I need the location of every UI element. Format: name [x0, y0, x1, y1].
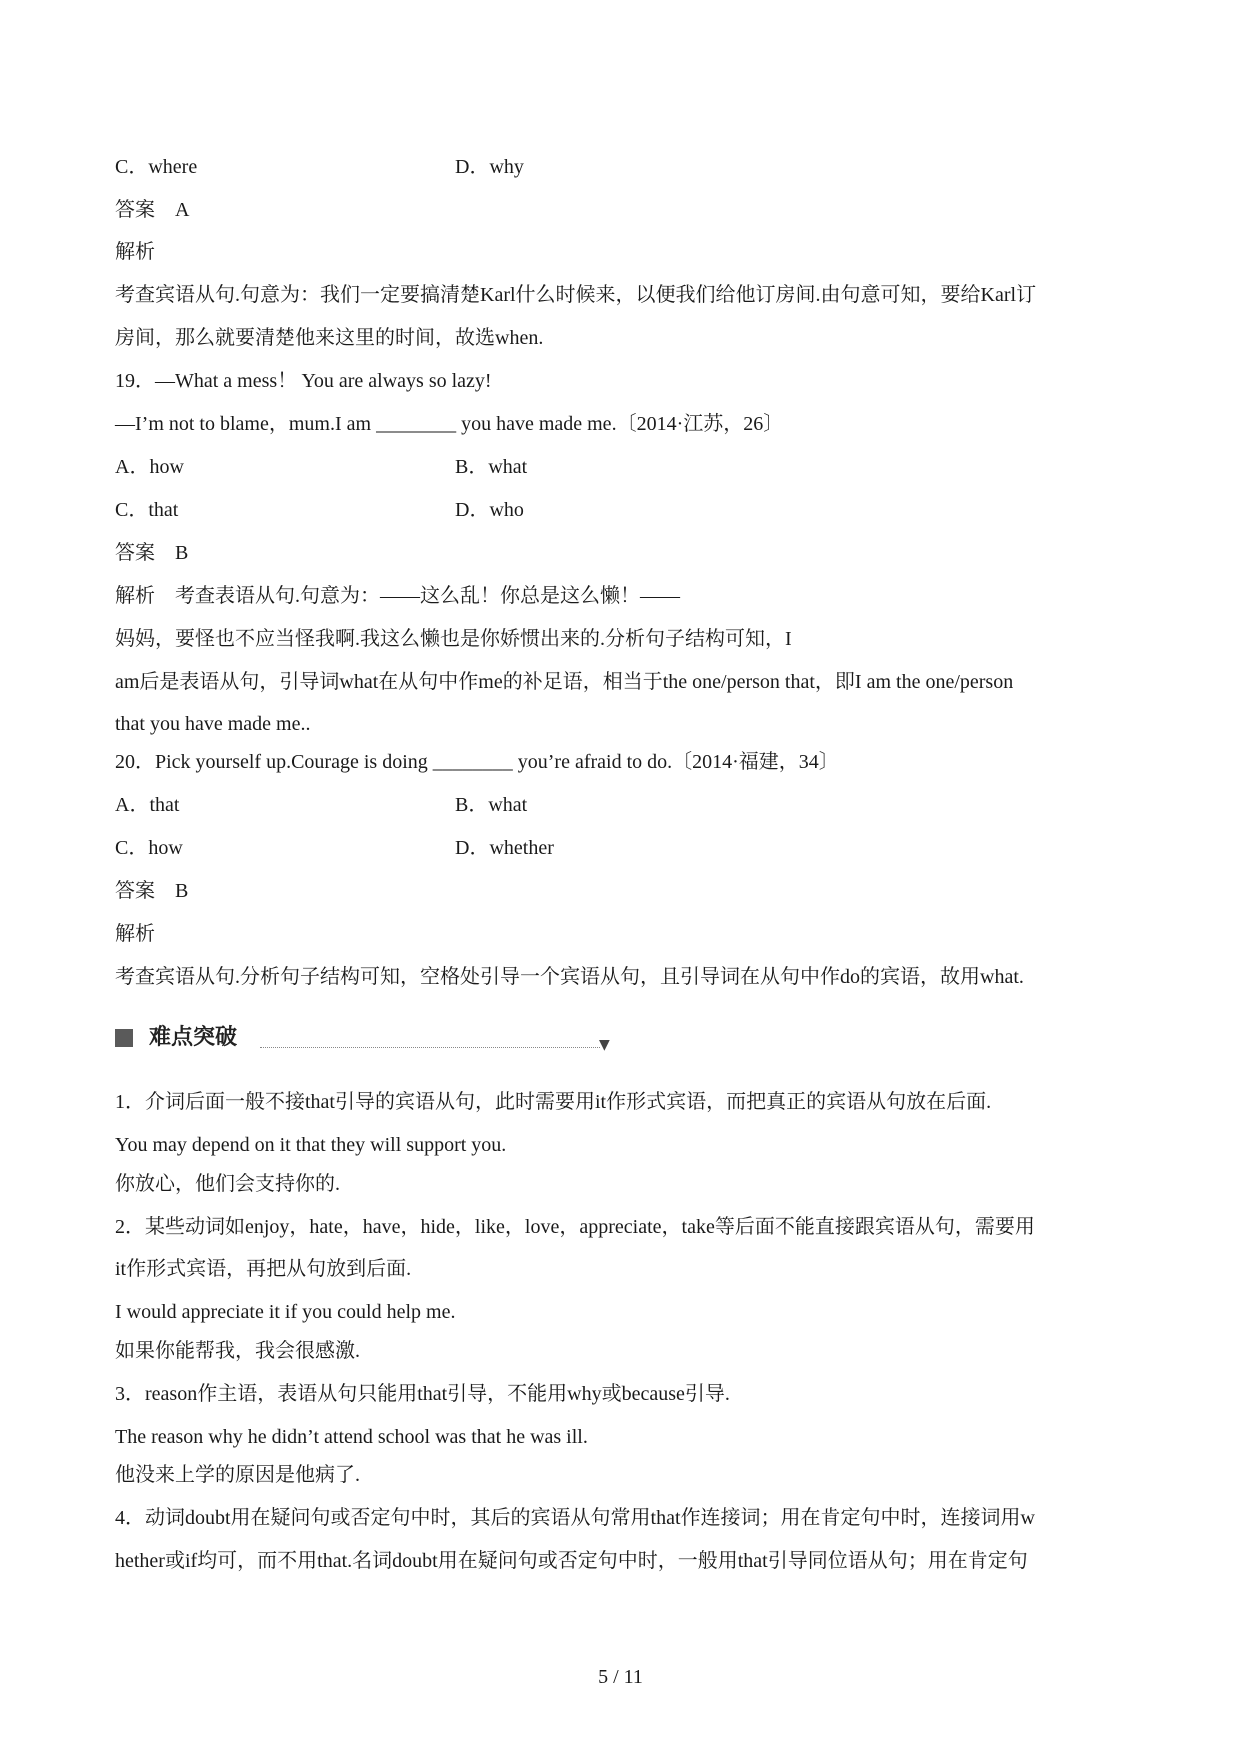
text-line: C．where [115, 156, 198, 178]
text-line: 20．Pick yourself up.Courage is doing ________ you’re afraid to do.〔2014·福建，34〕 [115, 751, 839, 773]
text-line: 19．—What a mess！ You are always so lazy! [115, 370, 492, 392]
text-line: 如果你能帮我，我会很感激. [115, 1340, 360, 1362]
triangle-down-icon: ▼ [599, 1037, 610, 1053]
text-line: You may depend on it that they will support you. [115, 1134, 507, 1156]
section-header [115, 1022, 615, 1054]
option-line: D．who [455, 499, 524, 521]
text-line: —I’m not to blame，mum.I am ________ you have made me.〔2014·江苏，26〕 [115, 413, 784, 435]
text-line: A．how [115, 456, 184, 478]
text-line: C．how [115, 837, 183, 859]
section-dotted-rule [260, 1047, 600, 1048]
option-line: D．why [455, 156, 524, 178]
text-line: 解析 考查表语从句.句意为：——这么乱！你总是这么懒！—— [115, 585, 680, 607]
option-line: B．what [455, 456, 528, 478]
text-line: am后是表语从句，引导词what在从句中作me的补足语，相当于the one/person that，即I am the one/person [115, 671, 1014, 693]
text-line: 你放心，他们会支持你的. [115, 1173, 340, 1195]
text-line: 答案 B [115, 880, 189, 902]
text-line: 4．动词doubt用在疑问句或否定句中时，其后的宾语从句常用that作连接词；用在肯定句中时，连接词用w [115, 1507, 1035, 1529]
text-line: 3．reason作主语，表语从句只能用that引导，不能用why或because引导. [115, 1383, 730, 1405]
text-line: 他没来上学的原因是他病了. [115, 1464, 360, 1486]
text-line: 解析 [115, 241, 155, 263]
option-line: D．whether [455, 837, 554, 859]
text-line: The reason why he didn’t attend school was that he was ill. [115, 1426, 588, 1448]
text-line: 房间，那么就要清楚他来这里的时间，故选when. [115, 327, 544, 349]
text-line: 妈妈，要怪也不应当怪我啊.我这么懒也是你娇惯出来的.分析句子结构可知，I [115, 628, 792, 650]
text-line: 考查宾语从句.句意为：我们一定要搞清楚Karl什么时候来，以便我们给他订房间.由句意可知，要给Karl订 [115, 284, 1037, 306]
section-square-icon [115, 1029, 133, 1047]
section-title: 难点突破 [149, 1025, 238, 1050]
text-line: that you have made me.. [115, 713, 311, 735]
text-line: hether或if均可，而不用that.名词doubt用在疑问句或否定句中时，一般用that引导同位语从句；用在肯定句 [115, 1550, 1028, 1572]
option-line: B．what [455, 794, 528, 816]
text-line: C．that [115, 499, 179, 521]
text-line: it作形式宾语，再把从句放到后面. [115, 1258, 412, 1280]
text-line: 考查宾语从句.分析句子结构可知，空格处引导一个宾语从句，且引导词在从句中作do的宾语，故用what. [115, 966, 1024, 988]
text-line: 答案 B [115, 542, 189, 564]
text-line: 2．某些动词如enjoy，hate，have，hide，like，love，appreciate，take等后面不能直接跟宾语从句，需要用 [115, 1216, 1035, 1238]
text-line: I would appreciate it if you could help me. [115, 1301, 456, 1323]
text-line: A．that [115, 794, 180, 816]
page-number: 5 / 11 [598, 1666, 643, 1688]
text-line: 答案 A [115, 199, 190, 221]
text-line: 解析 [115, 923, 155, 945]
text-line: 1．介词后面一般不接that引导的宾语从句，此时需要用it作形式宾语，而把真正的宾语从句放在后面. [115, 1091, 992, 1113]
